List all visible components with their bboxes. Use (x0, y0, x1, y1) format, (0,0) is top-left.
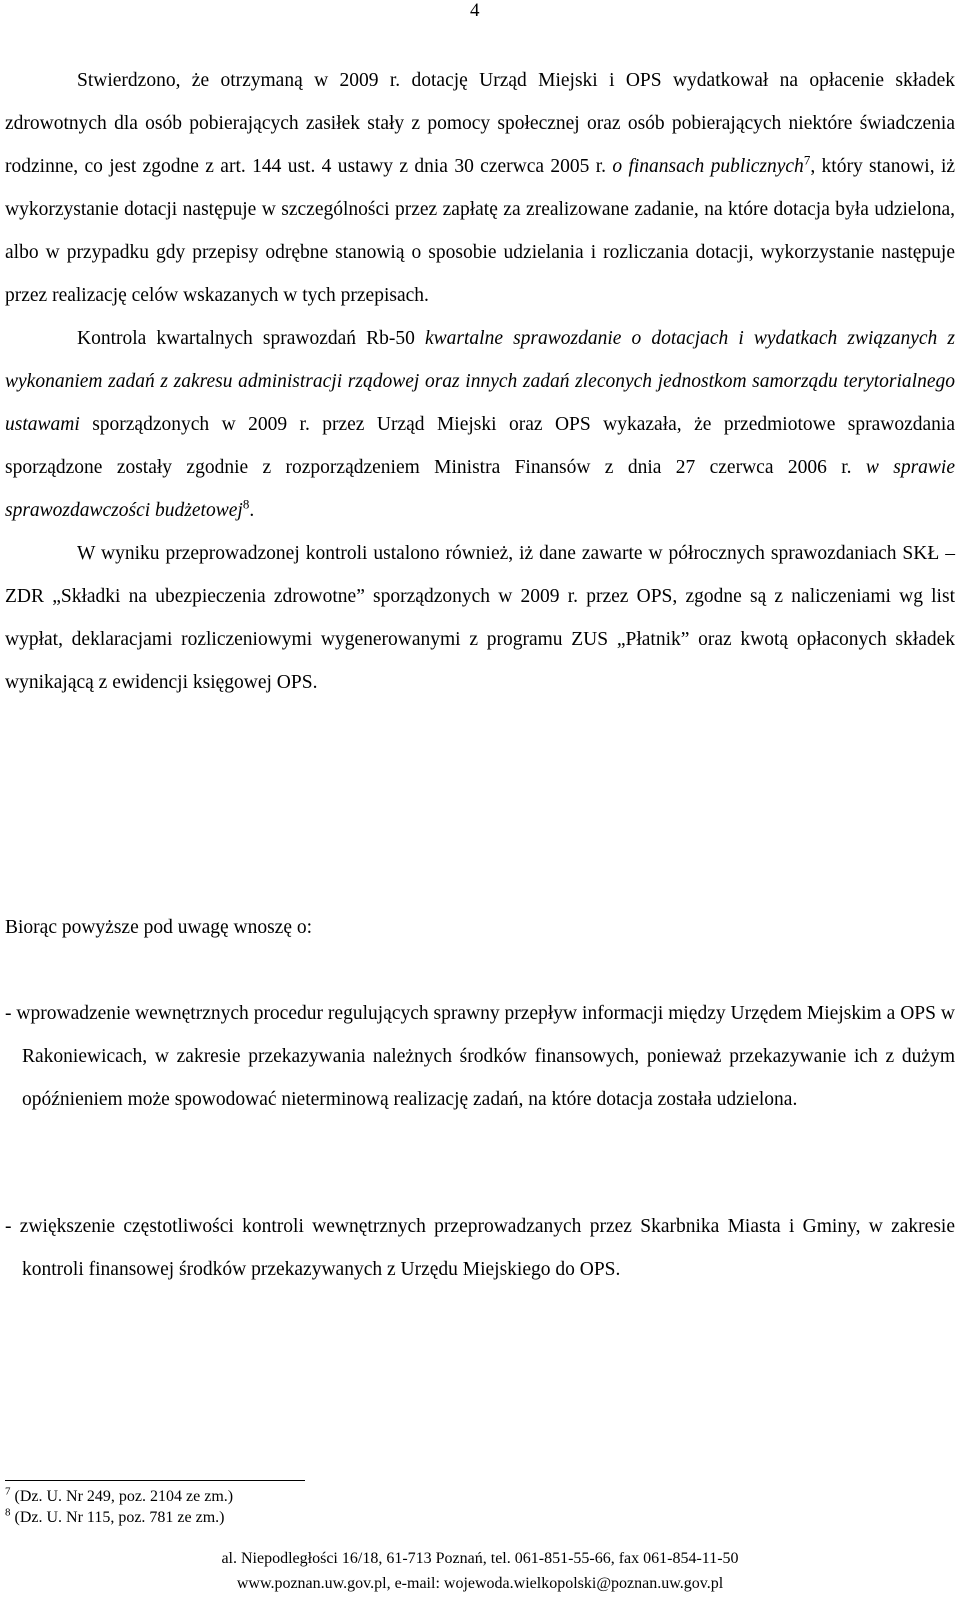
main-text (5, 59, 955, 704)
paragraph-text: sporządzonych w 2009 r. przez Urząd Miejski oraz OPS wykazała, że przedmiotowe sprawozdania sporządzone zostały zgodnie z rozporządzeniem Ministra Finansów z dnia 27 czerwca 2006 r. (5, 414, 955, 478)
footnote (5, 1508, 225, 1528)
paragraph-dotacja (5, 59, 955, 317)
footnote-divider (5, 1480, 305, 1481)
footnote (5, 1487, 233, 1507)
footnote-text: (Dz. U. Nr 115, poz. 781 ze zm.) (10, 1509, 225, 1526)
report-title: kwartalne sprawozdanie o dotacjach i wydatkach związanych z wykonaniem zadań z zakresu administracji rządowej oraz innych zadań zleconych jednostkom samorządu terytorialnego ustawami (5, 328, 955, 435)
paragraph-text: Kontrola kwartalnych sprawozdań Rb-50 (77, 328, 425, 349)
page-number: 4 (470, 0, 480, 21)
recommendation-item: - zwiększenie częstotliwości kontroli wewnętrznych przeprowadzanych przez Skarbnika Miasta i Gminy, w zakresie kontroli finansowej środków przekazywanych z Urzędu Miejskiego do OPS. (5, 1216, 955, 1280)
paragraph-skl-zdr: W wyniku przeprowadzonej kontroli ustalono również, iż dane zawarte w półrocznych sprawozdaniach SKŁ – ZDR „Składki na ubezpieczenia zdrowotne” sporządzonych w 2009 r. przez OPS, zgodne są z naliczeniami wg list wypłat, deklaracjami rozliczeniowymi wygenerowanymi z programu ZUS „Płatnik” oraz kwotą opłaconych składek wynikającą z ewidencji księgowej OPS. (5, 543, 955, 693)
regulation-title: w sprawie sprawozdawczości budżetowej (5, 457, 955, 521)
footer-contact: www.poznan.uw.gov.pl, e-mail: wojewoda.wielkopolski@poznan.uw.gov.pl (236, 1575, 724, 1592)
footer-address: al. Niepodległości 16/18, 61-713 Poznań, tel. 061-851-55-66, fax 061-854-11-50 (221, 1550, 739, 1567)
act-title: o finansach publicznych (612, 156, 804, 177)
footnote-ref: 7 (803, 152, 811, 168)
footnote-number: 7 (5, 1485, 11, 1498)
footnote-number: 8 (5, 1506, 11, 1519)
paragraph-text: . (249, 500, 255, 521)
footnote-text: (Dz. U. Nr 249, poz. 2104 ze zm.) (10, 1488, 234, 1505)
intro-line: Biorąc powyższe pod uwagę wnoszę o: (5, 917, 313, 938)
intro-line-container (5, 906, 955, 949)
paragraph-text: Stwierdzono, że otrzymaną w 2009 r. dotację Urząd Miejski i OPS wydatkował na opłacenie składek zdrowotnych dla osób pobierających zasiłek stały z pomocy społecznej oraz osób pobierających niektóre świadczenia rodzinne, co jest zgodne z art. 144 ust. 4 ustawy z dnia 30 czerwca 2005 r. (5, 70, 955, 177)
footnote-ref: 8 (242, 496, 250, 512)
paragraph-rb50 (5, 317, 955, 532)
recommendation-item: - wprowadzenie wewnętrznych procedur regulujących sprawny przepływ informacji między Urzędem Miejskim a OPS w Rakoniewicach, w zakresie przekazywania należnych środków finansowych, ponieważ przekazywanie ich z dużym opóźnieniem może spowodować nieterminową realizację zadań, na które dotacja została udzielona. (5, 1003, 955, 1110)
paragraph-text: , który stanowi, iż wykorzystanie dotacji następuje w szczególności przez zapłatę za zrealizowane zadanie, na które dotacja była udzielona, albo w przypadku gdy przepisy odrębne stanowią o sposobie udzielania i rozliczania dotacji, wykorzystanie następuje przez realizację celów wskazanych w tych przepisach. (5, 156, 956, 306)
